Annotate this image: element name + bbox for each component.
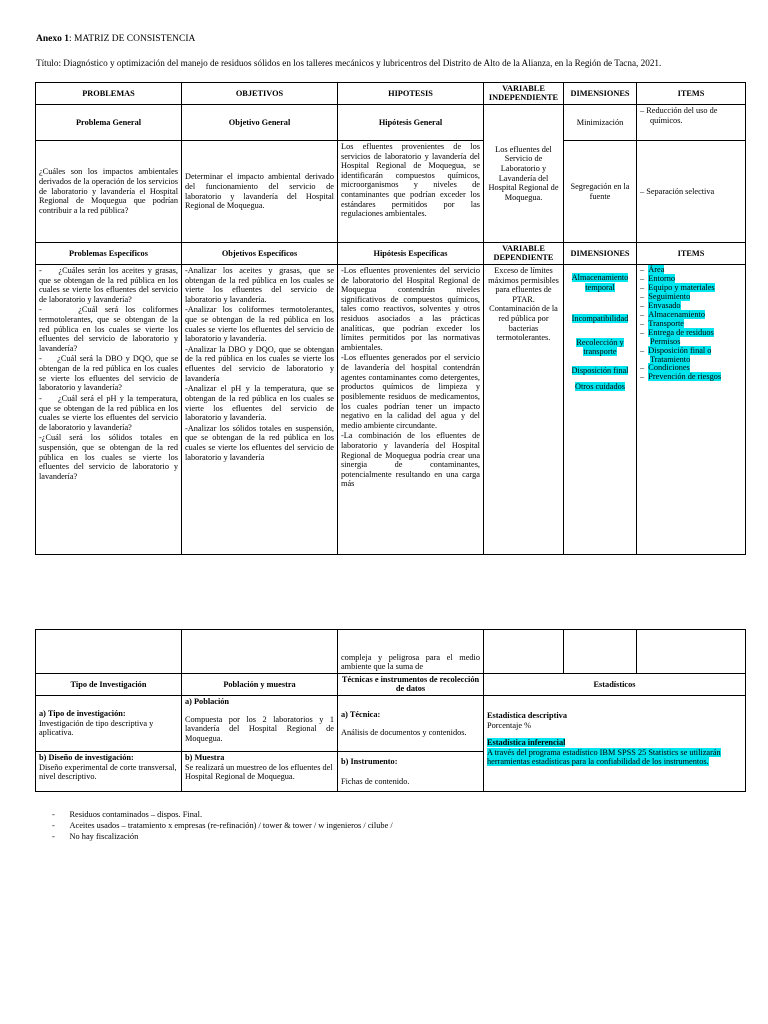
estadisticos-cell: Estadística descriptiva Porcentaje % Estadística inferencial A través del programa estadístico IBM SPSS 25 Statistics se utilizarán herramientas estadísticas para la confiabilidad de los instrumentos.: [484, 696, 746, 792]
item: – Entorno: [640, 273, 676, 283]
variable-independiente-text: Los efluentes del Servicio de Laboratorio y Lavandería del Hospital Regional de Moquegua.: [484, 105, 564, 243]
note-item: - Aceites usados – tratamiento x empresas (re-refinación) / tower & tower / w ingenieros / cilube /: [52, 821, 393, 830]
item: – Entrega de residuos Permisos: [640, 327, 714, 346]
header-tecnicas: Técnicas e instrumentos de recolección de datos: [338, 674, 484, 696]
consistency-matrix: [35, 82, 746, 555]
problemas-especificos-label: Problemas Específicos: [36, 243, 182, 265]
header-items-2: ITEMS: [637, 243, 746, 265]
problema-general-text: ¿Cuáles son los impactos ambientales derivados de la operación de los servicios de laboratorio y lavandería el Hospital Regional de Moquegua que podrían contribuir a la red pública?: [36, 141, 182, 243]
item-reduccion: – Reducción del uso de químicos.: [637, 105, 746, 141]
empty-cell: [484, 630, 564, 674]
objetivo-especifico: -Analizar los sólidos totales en suspensión, que se obtengan de la red pública en los cuales se vierte los efluentes del servicio de laboratorio y lavandería: [185, 423, 334, 462]
header-dimensiones: DIMENSIONES: [564, 83, 637, 105]
item: – Disposición final o Tratamiento: [640, 345, 712, 364]
header-variable-dependiente: VARIABLE DEPENDIENTE: [484, 243, 564, 265]
hipotesis-especifica: -Los efluentes generados por el servicio de lavandería del hospital contendrán agentes contaminantes como detergentes, productos químicos de limpieza y posiblemente residuos de medicamentos, los cuales podrían tener un impacto negativo en la calidad del agua y del medio ambiente circundante.: [341, 353, 480, 430]
notes-list: [52, 810, 742, 841]
problema-especifico: -¿Cuál será los sólidos totales en suspensión, que se obtengan de la red pública en los cuales se vierte los efluentes del servicio de laboratorio y lavandería?: [39, 433, 178, 481]
header-dimensiones-2: DIMENSIONES: [564, 243, 637, 265]
objetivos-especificos-label: Objetivos Específicos: [182, 243, 338, 265]
problema-general-label: Problema General: [36, 105, 182, 141]
dimension-item: Otros cuidados: [574, 381, 625, 391]
problema-especifico: - ¿Cuál será el pH y la temperatura, que se obtengan de la red pública en los cuales se vierte los efluentes del servicio de laboratorio y lavandería?: [39, 393, 178, 432]
empty-cell: [36, 630, 182, 674]
item: – Almacenamiento: [640, 309, 705, 319]
note-item: - Residuos contaminados – dispos. Final.: [52, 810, 203, 819]
header-problemas: PROBLEMAS: [36, 83, 182, 105]
hipotesis-especificas-list: [338, 265, 484, 555]
problemas-especificos-list: [36, 265, 182, 555]
item: – Transporte: [640, 318, 684, 328]
poblacion-cell: a) Población Compuesta por los 2 laboratorios y 1 lavandería del Hospital Regional de Moquegua.: [182, 696, 338, 752]
header-poblacion-muestra: Población y muestra: [182, 674, 338, 696]
dimension-item: Incompatibilidad: [571, 314, 629, 324]
objetivo-especifico: -Analizar los coliformes termotolerantes, que se obtengan de la red pública en los cuales se vierte los efluentes del servicio de laboratorio y lavandería.: [185, 305, 334, 344]
document-title: Título: Diagnóstico y optimización del manejo de residuos sólidos en los talleres mecánicos y lubricentros del Distrito de Alto de la Alianza, en la Región de Tacna, 2021.: [36, 58, 662, 68]
dimension-minimizacion: Minimización: [564, 105, 637, 141]
hipotesis-general-text: Los efluentes provenientes de los servicios de laboratorio y lavandería del Hospital Regional de Moquegua, se identificarán compuestos químicos, microorganismos y niveles de contaminantes que podrían exceder los estándares permitidos por las regulaciones ambientales.: [338, 141, 484, 243]
header-objetivos: OBJETIVOS: [182, 83, 338, 105]
problema-especifico: - ¿Cuáles serán los aceites y grasas, que se obtengan de la red pública en los cuales se vierte los efluentes del servicio de laboratorio y lavandería?: [39, 266, 178, 304]
problema-especifico: - ¿Cuál será los coliformes termotolerantes, que se obtengan de la red pública en los cuales se vierte los efluentes del servicio de laboratorio y lavandería?: [39, 305, 178, 353]
empty-cell: [182, 630, 338, 674]
header-variable-independiente: VARIABLE INDEPENDIENTE: [484, 83, 564, 105]
tecnica-cell: a) Técnica: Análisis de documentos y contenidos.: [338, 696, 484, 752]
objetivo-especifico: -Analizar la DBO y DQO, que se obtengan de la red pública en los cuales se vierte los efluentes del servicio de laboratorio y lavandería: [185, 344, 334, 383]
tipo-investigacion-cell: a) Tipo de investigación: Investigación de tipo descriptiva y aplicativa.: [36, 696, 182, 752]
header-items: ITEMS: [637, 83, 746, 105]
dimension-item: Almacenamiento temporal: [571, 273, 629, 292]
objetivo-especifico: -Analizar los aceites y grasas, que se obtengan de la red pública en los cuales se vierte los efluentes del servicio de laboratorio y lavandería.: [185, 266, 334, 304]
consistency-matrix-continued: [35, 629, 746, 792]
instrumento-cell: b) Instrumento: Fichas de contenido.: [338, 752, 484, 792]
muestra-cell: b) Muestra Se realizará un muestreo de los efluentes del Hospital Regional de Moquegua.: [182, 752, 338, 792]
hipotesis-especifica: -Los efluentes provenientes del servicio de laboratorio del Hospital Regional de Moquegua contendrán niveles significativos de compuestos químicos, tales como reactivos, solventes y otros residuos asociados a las prácticas analíticas, que podrían exceder los límites permitidos por las normativas ambientales.: [341, 266, 480, 352]
item: – Seguimiento: [640, 291, 691, 301]
item: – Condiciones: [640, 363, 690, 373]
hipotesis-general-label: Hipótesis General: [338, 105, 484, 141]
diseno-cell: b) Diseño de investigación: Diseño experimental de corte transversal, nivel descriptivo.: [36, 752, 182, 792]
annex-heading: [36, 34, 195, 44]
dimensiones-list: [564, 265, 637, 555]
hipotesis-especifica: -La combinación de los efluentes de laboratorio y lavandería del Hospital Regional de Moquegua podría crear una sinergia de contaminantes, potencialmente resultando en una carga más: [341, 431, 480, 489]
dimension-segregacion: Segregación en la fuente: [564, 141, 637, 243]
header-tipo-investigacion: Tipo de Investigación: [36, 674, 182, 696]
problema-especifico: - ¿Cuál será la DBO y DQO, que se obtengan de la red pública en los cuales se vierte los efluentes del servicio de laboratorio y lavandería?: [39, 354, 178, 393]
variable-dependiente-text: Exceso de límites máximos permisibles para efluentes de PTAR. Contaminación de la red pública por bacterias termotolerantes.: [484, 265, 564, 555]
item: – Envasado: [640, 300, 681, 310]
items-list: [637, 265, 746, 555]
item: – Área: [640, 265, 665, 274]
header-estadisticos: Estadísticos: [484, 674, 746, 696]
objetivos-especificos-list: [182, 265, 338, 555]
hipotesis-especificas-label: Hipótesis Específicas: [338, 243, 484, 265]
header-hipotesis: HIPOTESIS: [338, 83, 484, 105]
objetivo-general-text: Determinar el impacto ambiental derivado del funcionamiento del servicio de laboratorio y lavandería del Hospital Regional de Moquegua.: [182, 141, 338, 243]
empty-cell: [637, 630, 746, 674]
empty-cell: [564, 630, 637, 674]
item-separacion: – Separación selectiva: [637, 141, 746, 243]
objetivo-especifico: -Analizar el pH y la temperatura, que se obtengan de la red pública en los cuales se vierte los efluentes del servicio de laboratorio y lavandería.: [185, 384, 334, 423]
annex-title: : MATRIZ DE CONSISTENCIA: [69, 34, 196, 44]
dimension-item: Disposición final: [571, 366, 629, 376]
dimension-item: Recolección y transporte: [576, 337, 624, 357]
objetivo-general-label: Objetivo General: [182, 105, 338, 141]
item: – Prevención de riesgos: [640, 372, 722, 382]
item: – Equipo y materiales: [640, 282, 715, 292]
note-item: - No hay fiscalización: [52, 832, 139, 841]
hipotesis-continuation: compleja y peligrosa para el medio ambiente que la suma de: [338, 630, 484, 674]
annex-label: Anexo 1: [36, 34, 69, 44]
